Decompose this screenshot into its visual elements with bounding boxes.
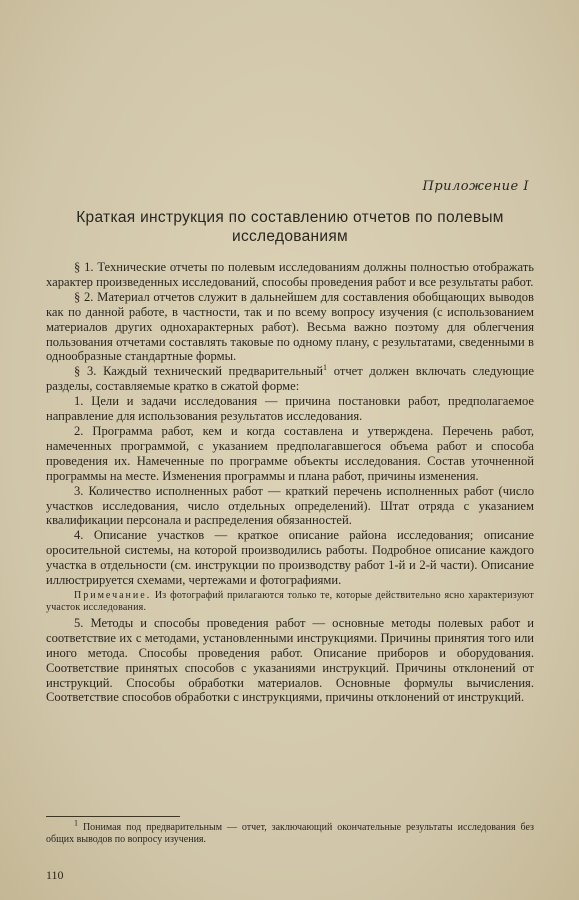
paragraph-2: § 2. Материал отчетов служит в дальнейшем для составления обобщающих выводов как по данной работе, в частности, так и по всему вопросу изучения (с использованием материалов других однохарактерных работ). Весьма важно поэтому для облегчения пользования отчетами составлять таковые по одному плану, с результатами, сведенными в однообразные стандартные формы. — [46, 289, 534, 364]
paragraph-3-text: отчет должен включать следующие разделы, составляемые кратко в сжатой форме: — [46, 364, 534, 394]
paragraph-8: 5. Методы и способы проведения работ — основные методы полевых работ и соответствие их с методами, установленными инструкциями. Причины принятия того или иного метода. Способы проведения работ. Описание приборов и оборудования. Соответствие принятых способов с указаниями инструкций. Причины отклонений от инструкций. Способы обработки материалов. Основные формулы вычисления. Соответствие способов обработки с инструкциями, причины отклонений от инструкций. — [46, 615, 534, 705]
note-text: Из фотографий прилагаются только те, которые действительно ясно характеризуют участок исследования. — [46, 589, 535, 613]
paragraph-6: 3. Количество исполненных работ — краткий перечень исполненных работ (число участков исследования, число отдельных определений). Штат отряда с указанием квалификации персонала и распределения обязанностей. — [46, 483, 534, 528]
paragraph-5: 2. Программа работ, кем и когда составлена и утверждена. Перечень работ, намеченных программой, с указанием предполагавшегося объема работ и способа проведения их. Намеченные по программе объекты исследования. Состав уточненной программы на месте. Изменения программы и плана работ, причины изменения. — [46, 423, 534, 483]
footnote-marker: 1 — [323, 363, 328, 373]
page-title: Краткая инструкция по составлению отчетов по полевым исследованиям — [76, 209, 504, 245]
paragraph-3 — [46, 364, 534, 394]
paragraph-7: 4. Описание участков — краткое описание района исследования; описание оросительной системы, на которой производились работы. Подробное описание каждого участка в отдельности (см. инструкции по производству работ 1-й и 2-й части). Описание иллюстрируется схемами, чертежами и фотографиями. — [46, 528, 534, 588]
note — [46, 590, 534, 614]
appendix-label: Приложение I — [422, 179, 529, 194]
footnote — [46, 818, 535, 846]
footnote-ref: 1 — [74, 818, 78, 828]
paragraph-1: § 1. Технические отчеты по полевым исследованиям должны полностью отображать характер произведенных исследований, способы проведения работ и все результаты работ. — [46, 260, 534, 289]
paragraph-4: 1. Цели и задачи исследования — причина постановки работ, предполагаемое направление для использования результатов исследования. — [46, 394, 534, 424]
footnote-divider — [46, 816, 180, 817]
footnote-text: Понимая под предварительным — отчет, заключающий окончательные результаты исследования без общих выводов по вопросу изучения. — [46, 822, 535, 845]
document-body — [46, 260, 534, 705]
note-lead: Примечание. — [74, 589, 152, 601]
paragraph-3-lead: § 3. Каждый технический предварительный — [74, 364, 324, 379]
page-number: 110 — [46, 868, 64, 882]
